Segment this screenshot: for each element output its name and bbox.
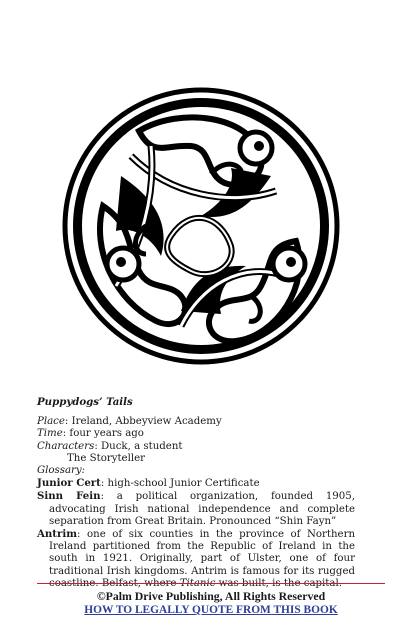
glossary-entry (37, 477, 355, 490)
glossary-definition: : high-school Junior Certificate (100, 478, 260, 490)
glossary-term: Junior Cert (37, 477, 101, 490)
copyright-notice: ©Palm Drive Publishing, All Rights Reserved (96, 589, 326, 603)
legal-quote-link[interactable]: HOW TO LEGALLY QUOTE FROM THIS BOOK (84, 604, 338, 616)
character-storyteller: The Storyteller (67, 452, 145, 464)
time-line (37, 428, 355, 440)
footer-divider (37, 583, 385, 584)
glossary-italic-term: Titanic (179, 577, 216, 589)
time-label: Time (37, 428, 63, 440)
characters-label: Characters (37, 440, 95, 452)
story-title: Puppydogs’ Tails (37, 396, 133, 408)
glossary-term: Sinn Fein (37, 490, 101, 503)
story-info (37, 396, 355, 590)
time-value: : four years ago (62, 428, 144, 440)
glossary-definition: : a political organization, founded 1905, advocating Irish national independence and complete separation from Great Britain. Pronounced “Shin Fayn” (49, 491, 355, 527)
place-label: Place (37, 416, 65, 428)
glossary-definition: : one of six counties in the province of Northern Ireland partitioned from the Republic of Ireland in the south in 1921. Originally, part of Ulster, one of four traditional Irish kingdoms. Antrim is famous for its rugged coastline. Belfast, where (49, 529, 355, 589)
glossary-entry (37, 490, 355, 528)
place-line (37, 416, 355, 428)
glossary-definition-tail: was built, is the capital. (215, 577, 342, 589)
characters-line (37, 441, 355, 453)
glossary-term: Antrim (37, 528, 78, 541)
place-value: : Ireland, Abbeyview Academy (64, 416, 222, 428)
characters-value: : Duck, a student (94, 440, 183, 452)
glossary-label: Glossary: (37, 465, 86, 477)
celtic-knot-dogs-icon (61, 86, 341, 366)
glossary-entry (37, 528, 355, 590)
